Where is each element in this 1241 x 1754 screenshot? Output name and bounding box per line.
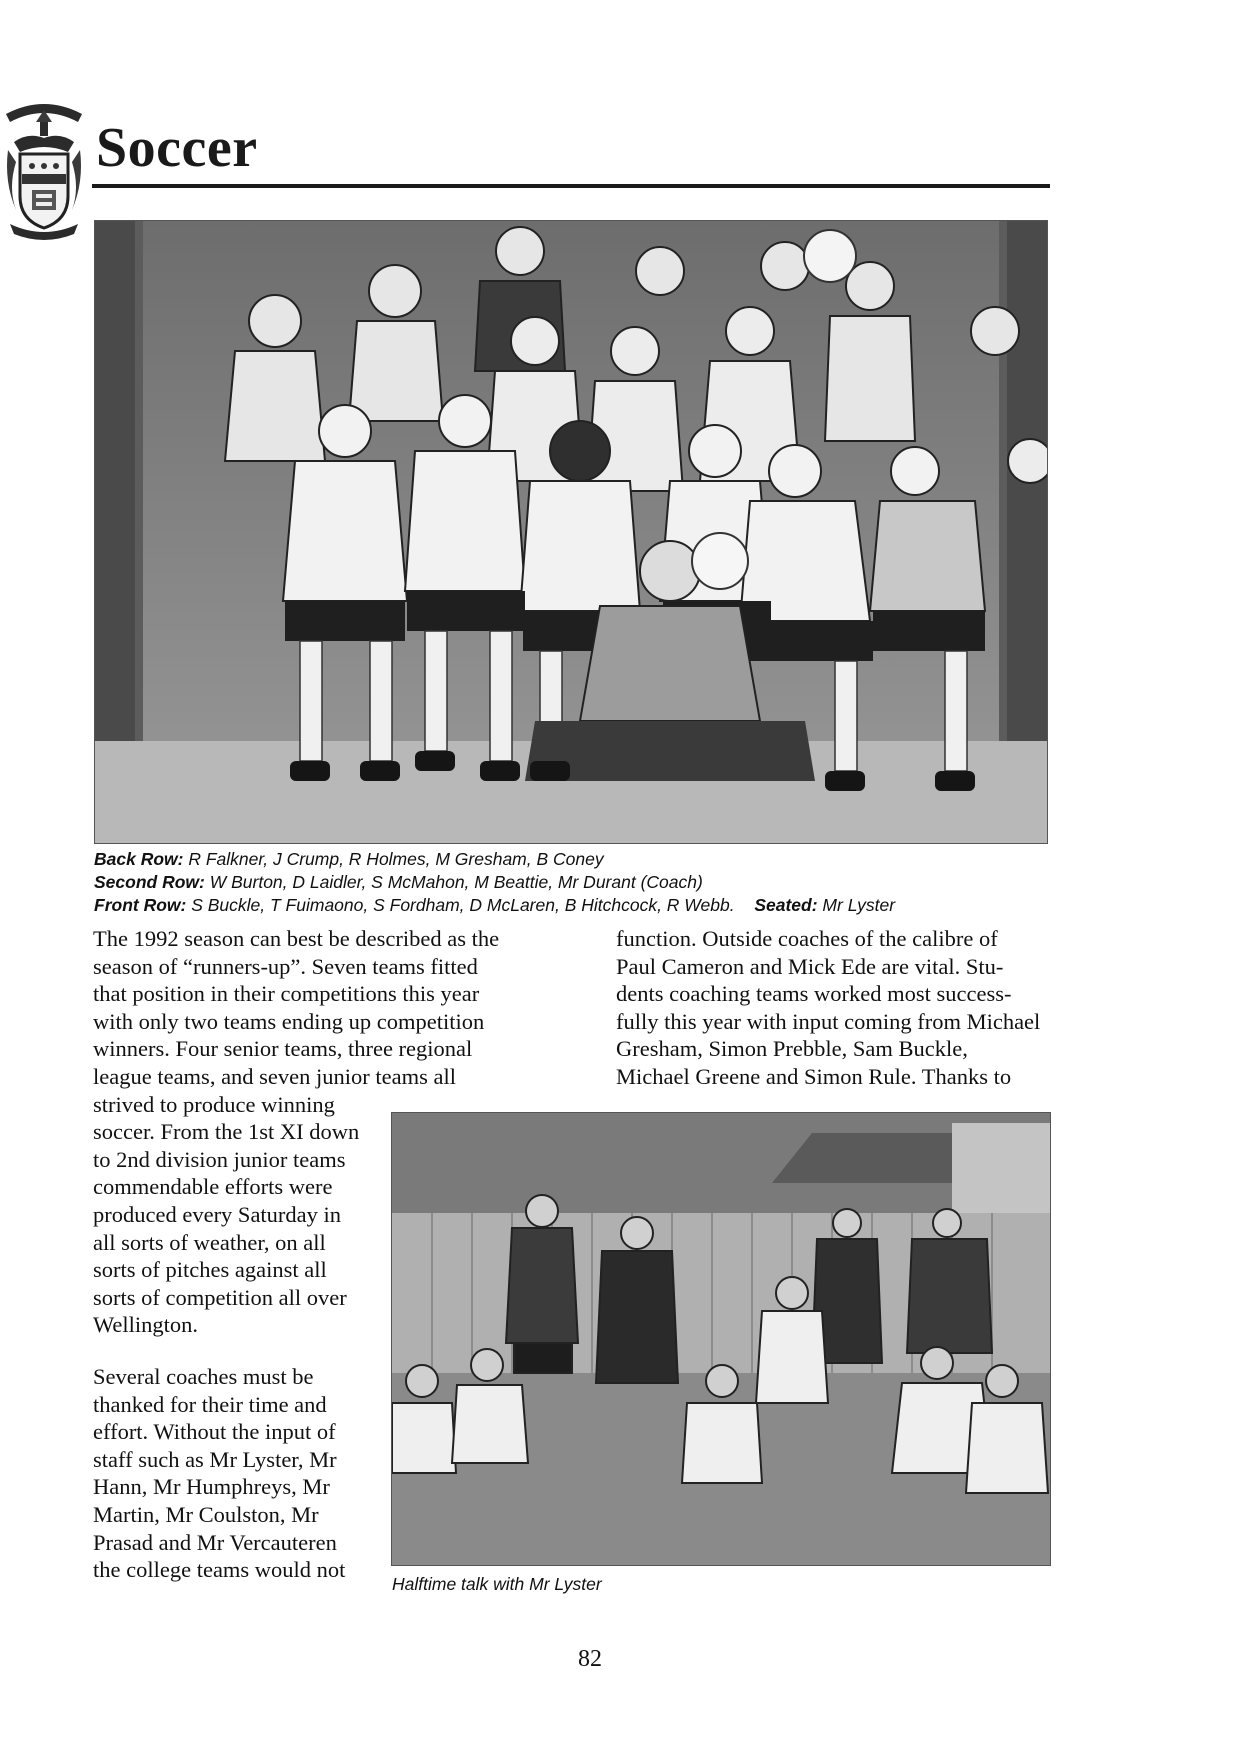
article-paragraph-1: The 1992 season can best be described as the season of “runners-up”. Seven teams fitted that position in their competitions this year with only two teams ending up competition winners. Four senior teams, three regional league teams, and seven junior teams all strived to produce winning soccer. From the 1st XI down to 2nd division junior teams commendable efforts were produced every Saturday in all sorts of weather, on all sorts of pitches against all sorts of competition all over Wellington. <box>93 926 500 1338</box>
page-number: 82 <box>578 1646 602 1672</box>
caption-front-row: Front Row: S Buckle, T Fuimaono, S Fordham, D McLaren, B Hitchcock, R Webb. Seated: Mr Lyster <box>94 895 896 915</box>
page-title: Soccer <box>96 117 258 179</box>
caption-second-row: Second Row: W Burton, D Laidler, S McMahon, M Beattie, Mr Durant (Coach) <box>94 872 703 892</box>
team-photo-caption <box>94 848 1054 917</box>
article-paragraph-2: Several coaches must be thanked for their time and effort. Without the input of staff such as Mr Lyster, Mr Hann, Mr Humphreys, Mr Martin, Mr Coulston, Mr Prasad and Mr Vercauteren the college teams would not <box>93 1364 346 1583</box>
caption-back-row: Back Row: R Falkner, J Crump, R Holmes, M Gresham, B Coney <box>94 849 604 869</box>
halftime-photo <box>391 1112 1051 1566</box>
halftime-photo-caption: Halftime talk with Mr Lyster <box>392 1574 602 1594</box>
article-right-column: function. Outside coaches of the calibre of Paul Cameron and Mick Ede are vital. Stu- dents coaching teams worked most success- fully this year with input coming from Michael Gresham, Simon Prebble, Sam Buckle, Michael Greene and Simon Rule. Thanks to <box>616 926 1041 1089</box>
school-crest-icon <box>2 92 86 242</box>
title-divider <box>92 184 1050 188</box>
team-photo <box>94 220 1048 844</box>
